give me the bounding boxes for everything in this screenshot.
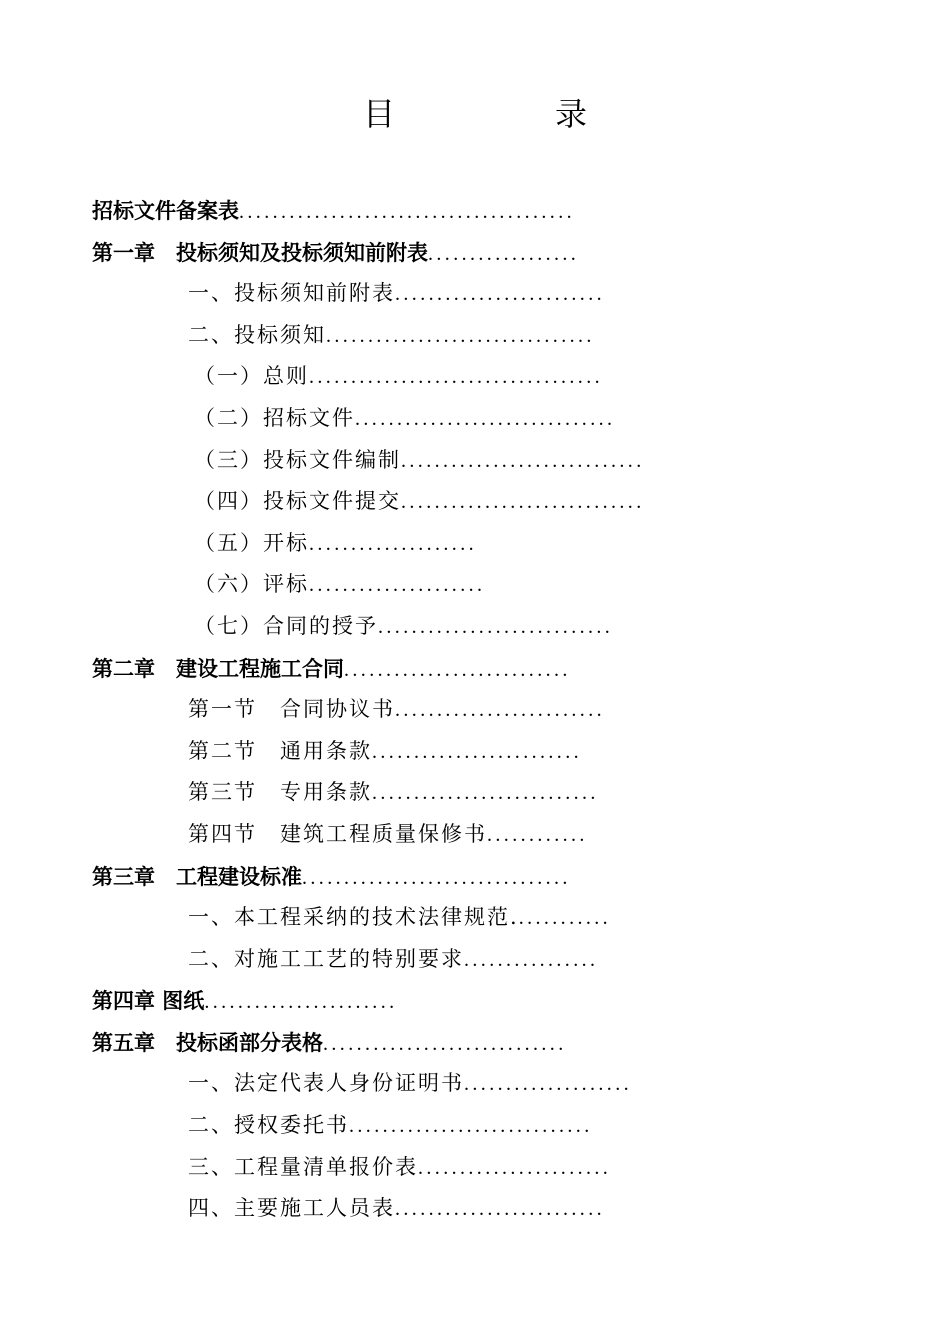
toc-section-entry — [0, 564, 950, 606]
toc-dot-leader: ....................... — [418, 1156, 612, 1179]
toc-entry-label: （二）招标文件 — [194, 405, 355, 430]
toc-entry-label: （六）评标 — [194, 572, 309, 597]
toc-dot-leader: ............ — [487, 823, 588, 846]
toc-section-entry — [0, 1147, 950, 1189]
toc-dot-leader: ......................... — [395, 1198, 605, 1221]
toc-dot-leader: ..................... — [309, 574, 486, 597]
toc-entry-label: 招标文件备案表 — [92, 198, 239, 223]
toc-section-entry — [0, 1063, 950, 1105]
toc-section-entry — [0, 398, 950, 440]
toc-section-entry — [0, 897, 950, 939]
toc-chapter-entry — [0, 856, 950, 898]
toc-dot-leader: ............................. — [349, 1115, 593, 1138]
toc-dot-leader: ............................. — [323, 1032, 567, 1055]
toc-dot-leader: .................... — [309, 532, 477, 555]
toc-section-entry — [0, 606, 950, 648]
toc-section-entry — [0, 814, 950, 856]
toc-section-entry — [0, 939, 950, 981]
toc-entry-label: 四、主要施工人员表 — [188, 1196, 395, 1221]
toc-dot-leader: ................................ — [302, 866, 571, 889]
toc-dot-leader: ................................... — [309, 366, 603, 389]
toc-entry-label: 二、对施工工艺的特别要求 — [188, 946, 464, 971]
toc-section-entry — [0, 440, 950, 482]
toc-section-entry — [0, 523, 950, 565]
toc-dot-leader: ............................... — [355, 407, 616, 430]
page-title: 目 录 — [362, 95, 651, 133]
toc-section-entry — [0, 315, 950, 357]
toc-entry-label: 二、授权委托书 — [188, 1113, 349, 1138]
toc-dot-leader: ........... — [518, 907, 612, 930]
toc-section-entry — [0, 731, 950, 773]
toc-entry-label: 二、投标须知 — [188, 322, 326, 347]
toc-chapter-entry — [0, 190, 950, 232]
toc-chapter-entry — [0, 648, 950, 690]
toc-section-entry — [0, 1188, 950, 1230]
toc-dot-leader: ........................... — [372, 782, 599, 805]
toc-entry-label: 第五章 投标函部分表格 — [92, 1029, 323, 1055]
toc-section-entry — [0, 273, 950, 315]
toc-entry-label: 第一节 合同协议书 — [188, 697, 395, 722]
toc-entry-label: 第一章 投标须知及投标须知前附表 — [92, 239, 428, 265]
toc-dot-leader: ............................. — [401, 491, 645, 514]
toc-entry-label: 一、本工程采纳的技术法律规范. — [188, 905, 519, 930]
toc-chapter-entry — [0, 1022, 950, 1064]
toc-entry-label: 一、投标须知前附表 — [188, 281, 395, 306]
toc-entry-label: 第三节 专用条款 — [188, 780, 372, 805]
toc-chapter-entry — [0, 232, 950, 274]
toc-entry-label: （七）合同的授予 — [194, 613, 378, 638]
toc-entry-label: 第二节 通用条款 — [188, 738, 372, 763]
toc-dot-leader: .................. — [428, 242, 580, 265]
toc-dot-leader: ........................... — [344, 658, 571, 681]
toc-dot-leader: ......................... — [395, 283, 605, 306]
toc-entry-label: 三、工程量清单报价表 — [188, 1154, 418, 1179]
toc-entry-label: （三）投标文件编制 — [194, 447, 401, 472]
toc-section-entry — [0, 772, 950, 814]
toc-dot-leader: .................... — [464, 1073, 632, 1096]
toc-chapter-entry — [0, 980, 950, 1022]
toc-dot-leader: ................ — [464, 948, 599, 971]
toc-dot-leader: ......................... — [372, 740, 582, 763]
toc-dot-leader: ................................ — [326, 324, 595, 347]
toc-entry-label: （四）投标文件提交 — [194, 489, 401, 514]
toc-dot-leader: ......................... — [395, 699, 605, 722]
toc-entry-label: （五）开标 — [194, 530, 309, 555]
toc-entry-label: 一、法定代表人身份证明书 — [188, 1071, 464, 1096]
toc-section-entry — [0, 356, 950, 398]
toc-dot-leader: ........................................ — [239, 201, 575, 223]
toc-entry-label: 第二章 建设工程施工合同 — [92, 655, 344, 681]
toc-dot-leader: ............................ — [378, 615, 614, 638]
table-of-contents — [0, 190, 950, 1230]
toc-entry-label: （一）总则 — [194, 364, 309, 389]
toc-entry-label: 第四节 建筑工程质量保修书 — [188, 821, 487, 846]
toc-entry-label: 第三章 工程建设标准 — [92, 863, 302, 889]
toc-section-entry — [0, 689, 950, 731]
toc-dot-leader: ............................. — [401, 449, 645, 472]
toc-section-entry — [0, 481, 950, 523]
toc-entry-label: 第四章 图纸 — [92, 988, 205, 1014]
toc-section-entry — [0, 1105, 950, 1147]
toc-dot-leader: ....................... — [204, 991, 398, 1014]
